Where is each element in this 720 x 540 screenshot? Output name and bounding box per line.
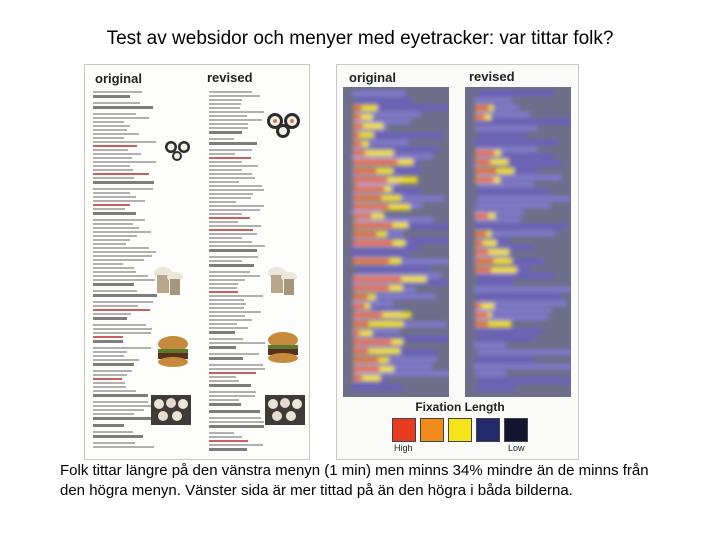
menu-text-line [209, 241, 252, 243]
menu-text-line [93, 442, 135, 444]
menu-text-line [209, 376, 236, 378]
menu-text-line [209, 425, 264, 428]
menu-text-line [93, 340, 123, 343]
menu-text-line [209, 217, 250, 219]
menu-text-line [93, 129, 127, 131]
menu-text-line [93, 91, 142, 93]
legend-low-label: Low [508, 443, 525, 453]
menu-text-line [93, 177, 134, 179]
menu-text-line [93, 145, 137, 147]
menu-text-line [93, 267, 134, 269]
menu-text-line [209, 169, 242, 171]
menu-text-line [209, 417, 261, 419]
menu-text-line [93, 243, 126, 245]
menu-text-line [93, 390, 136, 392]
menu-text-line [93, 328, 152, 330]
cupcakes-image [151, 395, 191, 425]
menu-text-line [209, 338, 243, 340]
menu-text-line [209, 123, 248, 125]
menu-text-line [93, 313, 131, 315]
menu-text-line [209, 91, 252, 93]
menu-text-line [93, 374, 127, 376]
menu-text-line [209, 271, 250, 273]
menu-text-line [209, 327, 248, 329]
menu-text-line [209, 177, 255, 179]
legend-swatch-2 [420, 418, 444, 442]
menu-text-line [93, 208, 125, 210]
caption-text: Folk tittar längre på den vänstra menyn (1 min) men minns 34% mindre än de minns från den högra menyn. Vänster sida är mer tittad på än den högra i båda bilderna. [60, 462, 649, 499]
menu-text-line [93, 378, 122, 380]
menu-text-line [209, 149, 252, 151]
menu-text-line [209, 368, 265, 370]
menu-text-line [209, 115, 247, 117]
menu-text-line [93, 212, 136, 215]
menu-text-line [93, 149, 128, 151]
menu-text-line [209, 303, 246, 305]
menu-text-line [93, 227, 139, 229]
menu-text-line [209, 319, 252, 321]
menu-text-line [209, 315, 245, 317]
menu-text-line [209, 138, 234, 140]
menu-text-line [93, 405, 155, 407]
menu-text-line [93, 188, 153, 190]
menu-text-line [93, 424, 124, 427]
menu-text-line [93, 235, 137, 237]
menu-text-line [209, 209, 260, 211]
menu-text-line [93, 169, 133, 171]
menu-text-line [209, 99, 242, 101]
menu-text-line [209, 213, 242, 215]
menu-text-line [93, 413, 134, 415]
menu-text-line [93, 137, 124, 139]
cupcakes-image-revised [265, 395, 305, 425]
menu-text-line [209, 111, 264, 113]
menu-text-line [93, 309, 150, 311]
menu-text-line [93, 446, 154, 448]
milkshake-image [151, 263, 185, 299]
menu-text-line [93, 279, 155, 281]
menu-text-line [93, 133, 139, 135]
menu-text-line [209, 275, 260, 277]
menu-text-line [93, 359, 139, 361]
menu-text-line [209, 357, 243, 360]
menu-text-line [93, 435, 143, 438]
menu-text-line [209, 153, 235, 155]
menu-text-line [209, 448, 247, 451]
menu-text-line [93, 173, 149, 175]
menu-text-line [209, 127, 248, 129]
menu-text-line [209, 283, 238, 285]
menu-text-line [93, 165, 130, 167]
menu-text-line [209, 432, 234, 434]
menu-text-line [209, 103, 241, 105]
menu-text-line [209, 380, 239, 382]
heatmap-revised [465, 87, 571, 397]
menu-text-line [209, 260, 242, 262]
milkshake-image-revised [265, 263, 299, 297]
menu-text-line [209, 299, 244, 301]
menu-text-line [209, 142, 257, 145]
menu-text-line [93, 351, 127, 353]
menu-text-line [93, 102, 140, 104]
revised-label: revised [207, 70, 253, 85]
menu-text-line [209, 161, 242, 163]
menu-text-line [209, 403, 241, 406]
menu-text-line [93, 324, 146, 326]
menu-text-line [93, 121, 124, 123]
menu-text-line [209, 197, 251, 199]
menu-text-line [93, 141, 156, 143]
menu-text-line [209, 107, 240, 109]
menu-text-line [209, 410, 260, 413]
menu-text-line [209, 221, 238, 223]
menu-text-line [209, 249, 257, 252]
menu-text-line [93, 106, 153, 109]
menu-text-line [93, 255, 152, 257]
menu-text-line [209, 346, 236, 349]
menu-text-line [93, 271, 136, 273]
menu-text-line [209, 291, 238, 293]
menu-text-line [93, 239, 130, 241]
menu-text-line [209, 444, 263, 446]
legend-swatch-low [504, 418, 528, 442]
menu-text-line [93, 113, 136, 115]
menu-text-line [209, 311, 261, 313]
menu-text-line [209, 436, 242, 438]
legend-high-label: High [394, 443, 413, 453]
menu-text-line [93, 181, 154, 184]
menu-text-line [209, 264, 254, 267]
menu-text-line [93, 125, 130, 127]
menu-text-line [209, 225, 261, 227]
menu-text-line [93, 317, 127, 320]
menu-text-line [209, 205, 264, 207]
menu-text-line [93, 431, 133, 433]
menu-text-line [93, 223, 133, 225]
menu-text-line [209, 119, 262, 121]
original-label: original [95, 71, 142, 86]
menu-text-line [93, 382, 125, 384]
menu-text-line [209, 421, 264, 423]
menu-text-line [209, 189, 264, 191]
menu-text-line [93, 263, 123, 265]
menu-text-line [93, 117, 149, 119]
menu-text-line [209, 440, 248, 442]
menu-text-line [209, 237, 242, 239]
legend-swatch-3 [448, 418, 472, 442]
menu-text-line [93, 294, 157, 297]
menu-text-line [209, 193, 253, 195]
menu-text-line [93, 417, 153, 420]
sushi-image-small [163, 137, 193, 163]
menu-text-line [209, 353, 259, 355]
menu-text-line [93, 157, 132, 159]
menu-text-line [209, 256, 258, 258]
menu-text-line [209, 399, 239, 401]
menu-text-line [209, 157, 251, 159]
menu-text-line [209, 391, 256, 393]
menu-text-line [93, 363, 134, 366]
menu-text-line [93, 370, 132, 372]
menu-text-line [209, 384, 251, 387]
menu-text-line [93, 251, 156, 253]
menu-text-line [209, 131, 242, 134]
menu-text-line [93, 200, 145, 202]
legend-title: Fixation Length [415, 400, 505, 414]
menu-text-line [209, 173, 252, 175]
heatmap-original [343, 87, 449, 397]
menu-text-line [209, 372, 256, 374]
menu-text-line [93, 259, 144, 261]
menu-comparison-image [84, 64, 310, 460]
menu-text-line [209, 181, 239, 183]
menu-text-line [93, 355, 124, 357]
menu-text-line [93, 290, 137, 292]
menu-text-line [93, 332, 151, 334]
menu-text-line [209, 229, 253, 231]
menu-text-line [93, 409, 144, 411]
menu-text-line [209, 165, 258, 167]
menu-text-line [209, 245, 265, 247]
slide-title: Test av websidor och menyer med eyetracker: var tittar folk? [106, 28, 614, 49]
menu-text-line [209, 395, 255, 397]
menu-text-line [93, 283, 134, 286]
menu-text-line [209, 307, 244, 309]
menu-text-line [93, 386, 126, 388]
menu-text-line [93, 247, 149, 249]
menu-text-line [93, 219, 145, 221]
menu-text-line [209, 295, 263, 297]
menu-text-line [93, 231, 151, 233]
menu-text-line [93, 192, 130, 194]
menu-text-line [93, 301, 153, 303]
menu-text-line [209, 185, 262, 187]
menu-text-line [209, 364, 263, 366]
menu-text-line [93, 196, 136, 198]
menu-text-line [209, 279, 245, 281]
sushi-image [265, 109, 305, 139]
menu-text-line [93, 394, 148, 397]
menu-text-line [209, 323, 237, 325]
burger-image-revised [265, 331, 301, 365]
menu-text-line [93, 336, 123, 338]
menu-text-line [209, 95, 260, 97]
menu-text-line [93, 153, 141, 155]
menu-text-line [93, 305, 138, 307]
legend-swatch-high [392, 418, 416, 442]
burger-image [155, 335, 191, 369]
menu-text-line [93, 95, 130, 98]
menu-text-line [209, 331, 235, 334]
menu-text-line [93, 161, 156, 163]
menu-text-line [209, 201, 236, 203]
menu-text-line [93, 401, 148, 403]
menu-text-line [209, 342, 265, 344]
menu-text-line [209, 233, 257, 235]
heatmap-revised-label: revised [469, 69, 515, 84]
legend-swatch-4 [476, 418, 500, 442]
heatmap-original-label: original [349, 70, 396, 85]
menu-text-line [93, 204, 130, 206]
menu-text-line [209, 287, 237, 289]
menu-text-line [93, 275, 148, 277]
menu-text-line [93, 347, 151, 349]
